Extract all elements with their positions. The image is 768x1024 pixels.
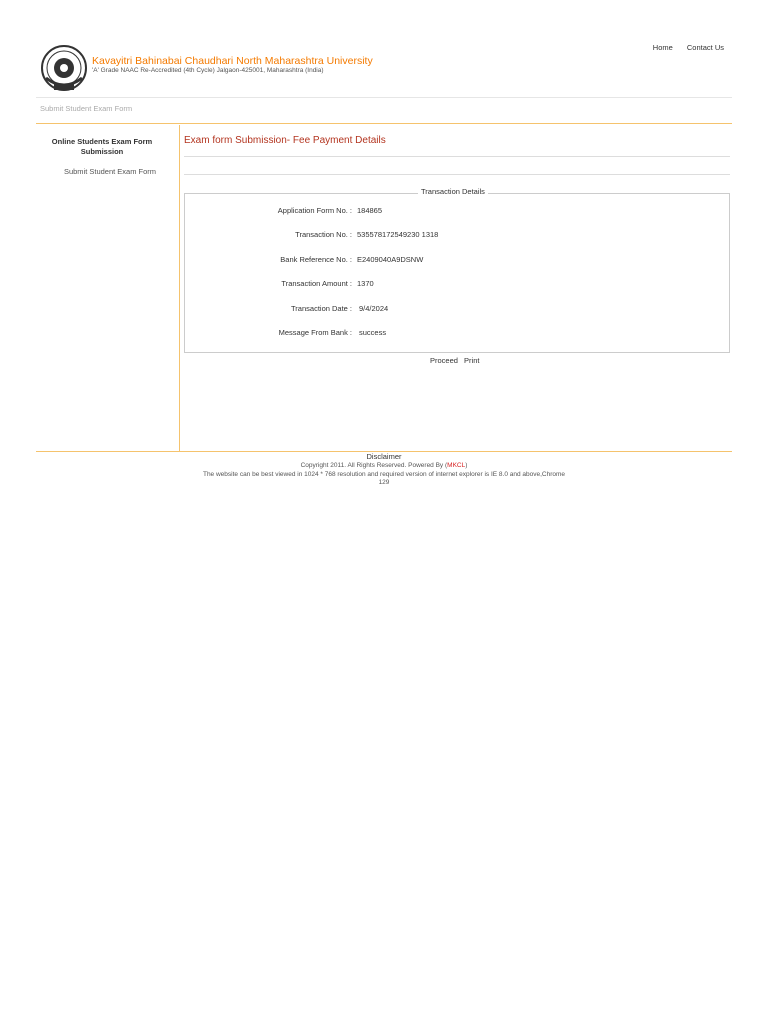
version-number: 129 xyxy=(378,479,390,486)
transaction-date-value: 9/4/2024 xyxy=(359,304,389,313)
copyright-prefix: Copyright 2011. All Rights Reserved. Powered By ( xyxy=(300,462,448,469)
action-links xyxy=(430,356,483,365)
section-divider xyxy=(184,174,730,175)
sidebar-divider xyxy=(179,125,180,451)
university-name: Kavayitri Bahinabai Chaudhari North Maharashtra University xyxy=(92,55,373,67)
browser-note: The website can be best viewed in 1024 * 768 resolution and required version of internet explorer is IE 8.0 and above,Chrome xyxy=(202,471,566,478)
message-from-bank-label: Message From Bank : xyxy=(278,328,352,337)
message-from-bank-value: success xyxy=(359,328,387,337)
print-button[interactable]: Print xyxy=(464,356,480,365)
university-subtitle: 'A' Grade NAAC Re-Accredited (4th Cycle) Jalgaon-425001, Maharashtra (India) xyxy=(92,67,324,74)
mkcl-link[interactable]: MKCL xyxy=(447,462,466,469)
copyright-text xyxy=(184,462,584,469)
transaction-details-legend: Transaction Details xyxy=(418,187,488,196)
application-form-no-value: 184865 xyxy=(357,206,383,215)
application-form-no-label: Application Form No. : xyxy=(277,206,352,215)
content-top-rule xyxy=(36,123,732,124)
copyright-suffix: ) xyxy=(465,462,468,469)
nav-contact-link[interactable]: Contact Us xyxy=(686,43,724,52)
page-title: Exam form Submission- Fee Payment Details xyxy=(184,135,386,146)
transaction-amount-value: 1370 xyxy=(357,279,374,288)
bank-reference-no-label: Bank Reference No. : xyxy=(280,255,352,264)
sidebar-title: Online Students Exam Form Submission xyxy=(51,137,153,156)
breadcrumb: Submit Student Exam Form xyxy=(40,104,133,113)
transaction-no-value: 535578172549230 1318 xyxy=(357,230,439,239)
disclaimer-link[interactable]: Disclaimer xyxy=(366,452,402,461)
top-navigation xyxy=(641,43,724,52)
sidebar-link-submit-exam-form[interactable]: Submit Student Exam Form xyxy=(63,167,157,176)
transaction-date-label: Transaction Date : xyxy=(291,304,352,313)
transaction-amount-label: Transaction Amount : xyxy=(281,279,352,288)
proceed-button[interactable]: Proceed xyxy=(430,356,458,365)
header-divider xyxy=(36,97,732,98)
university-logo xyxy=(40,44,88,94)
transaction-no-label: Transaction No. : xyxy=(295,230,352,239)
bank-reference-no-value: E2409040A9DSNW xyxy=(357,255,424,264)
title-divider xyxy=(184,156,730,157)
nav-home-link[interactable]: Home xyxy=(652,43,673,52)
